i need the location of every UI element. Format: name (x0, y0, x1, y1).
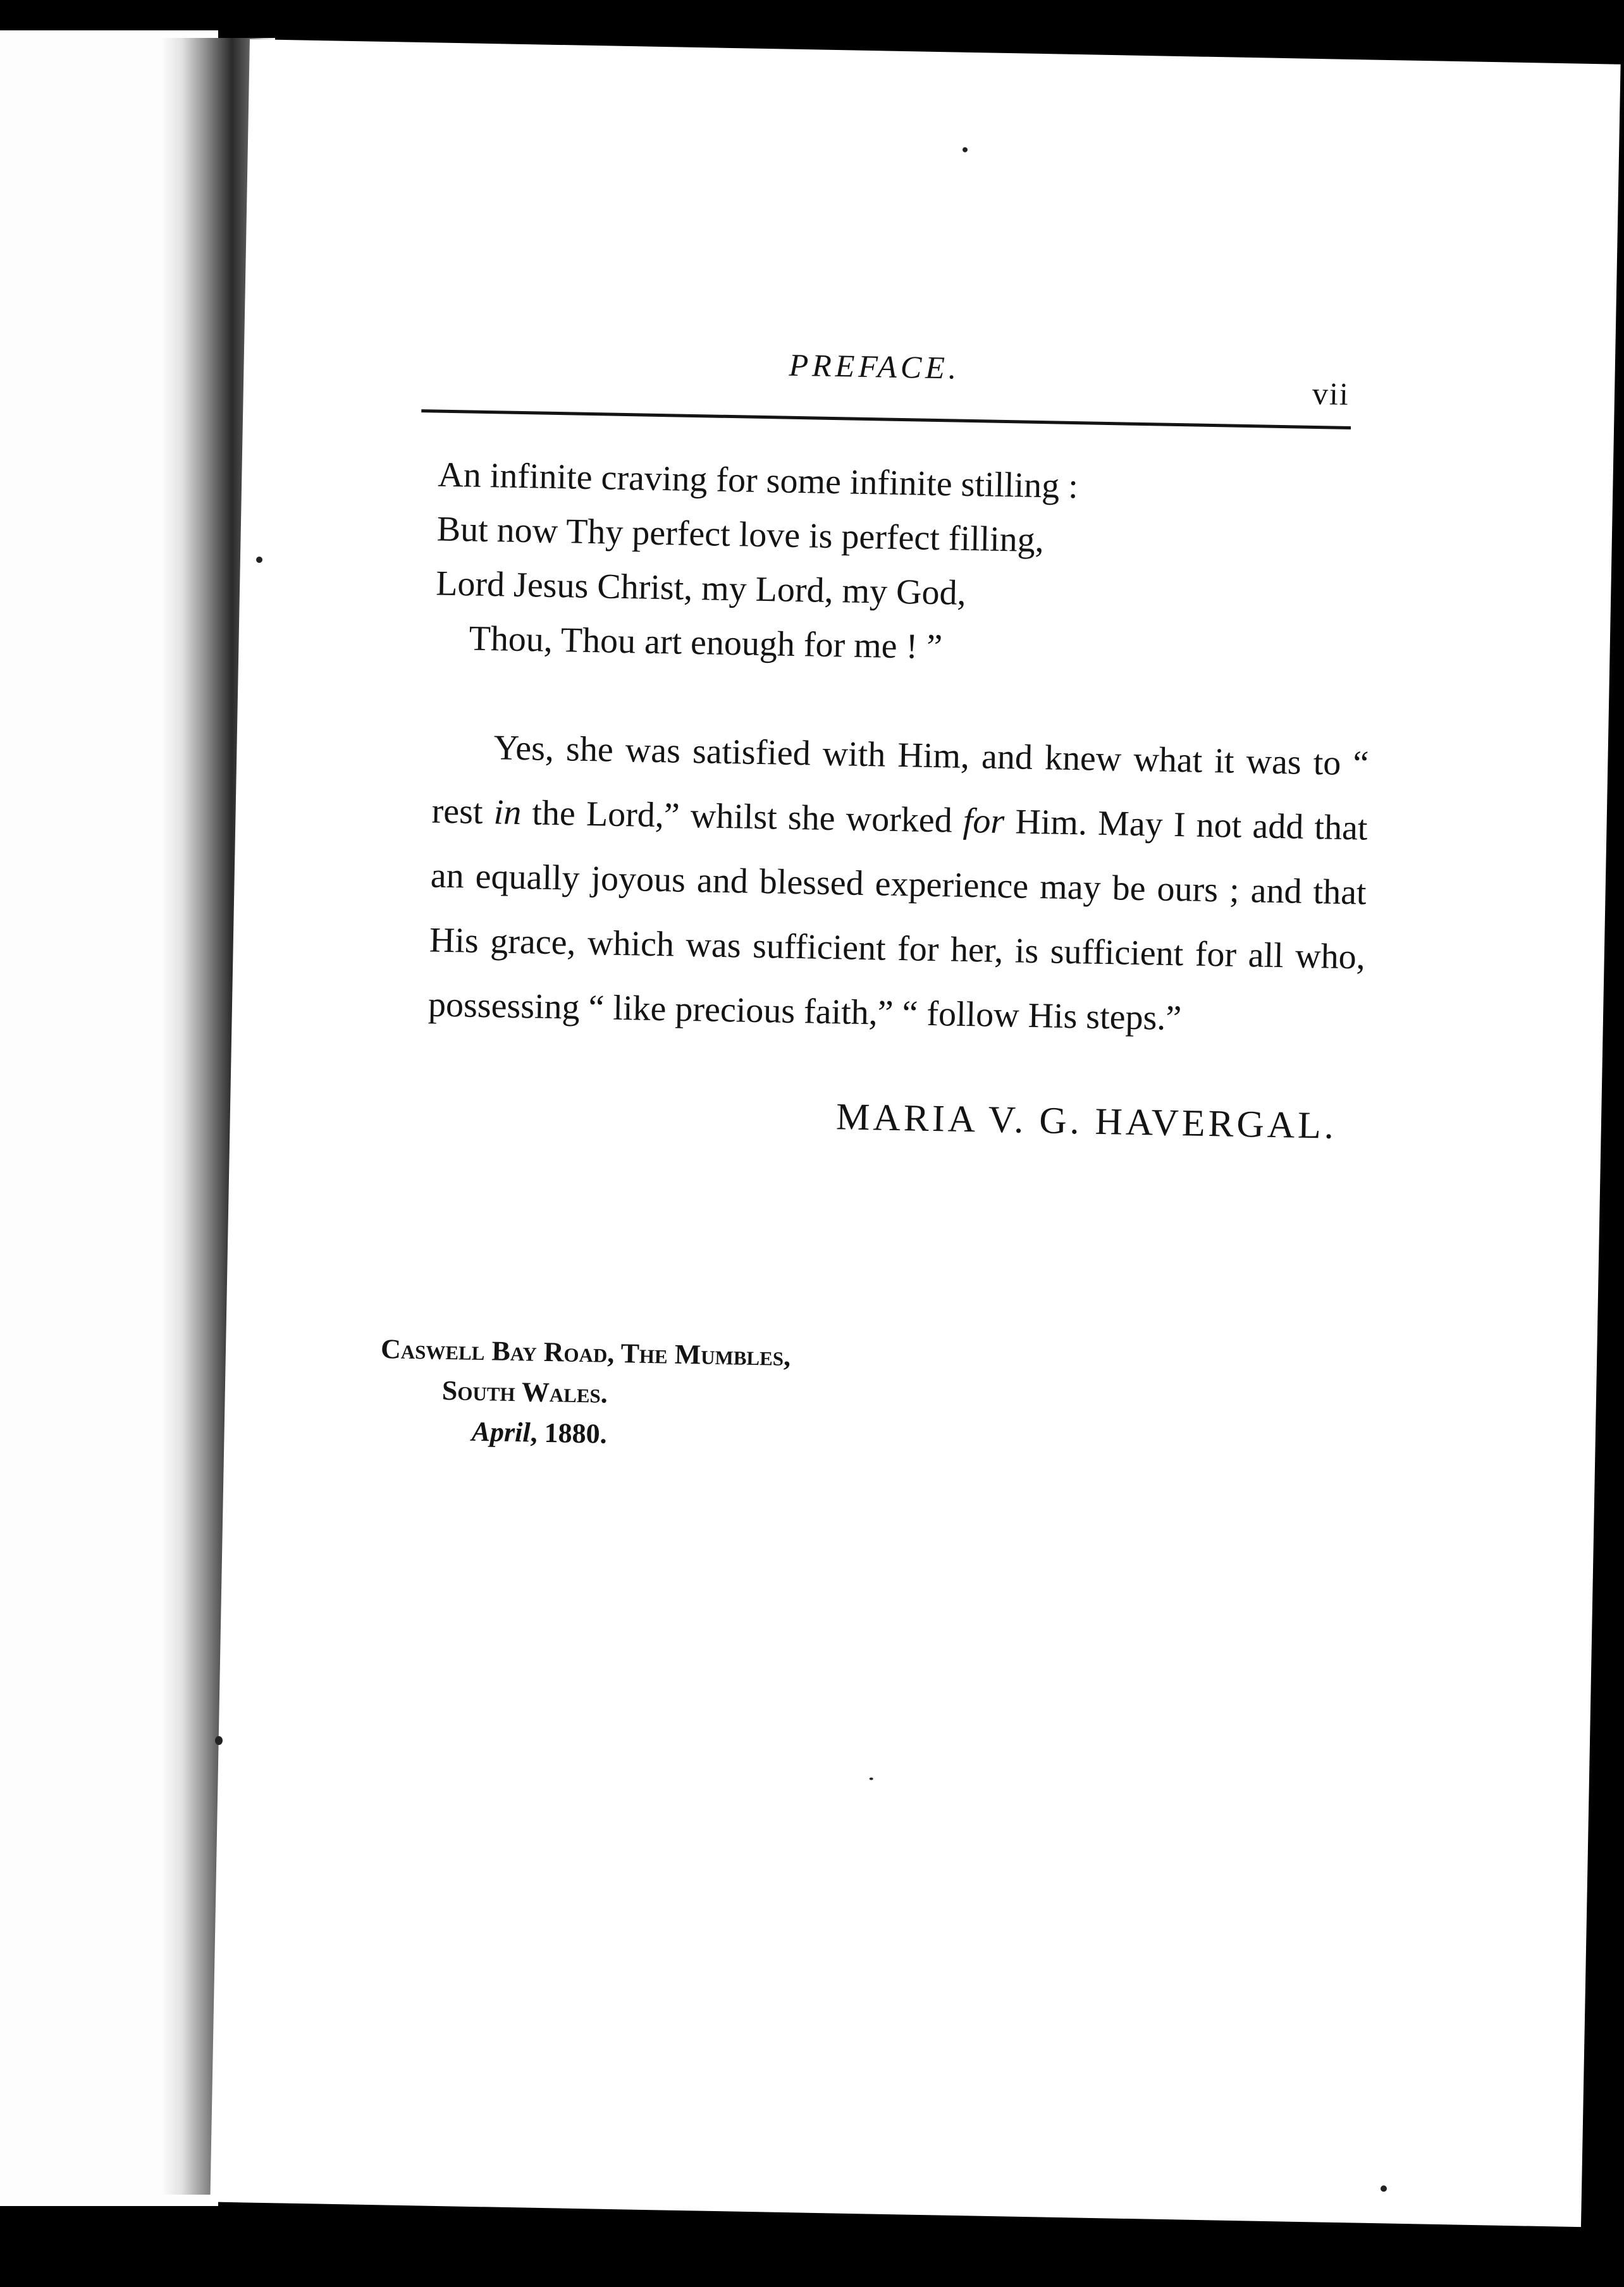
scan-speck (215, 1736, 223, 1745)
page-number: vii (1312, 375, 1350, 412)
address-block (379, 1329, 791, 1458)
verse (434, 448, 1374, 682)
prose-text: Him. May I not add that an equally joyous and blessed experience may be ours ; and that His grace, which was sufficient for her, is sufficient for all who, possessing “ like precious faith,” “ follow His steps.” (428, 802, 1369, 1039)
verse-line: But now Thy perfect love is perfect filling, (436, 509, 1045, 560)
date-year: , 1880. (530, 1417, 608, 1450)
scan-speck (870, 1777, 873, 1780)
scan-speck (256, 557, 262, 563)
book-page (210, 39, 1620, 2227)
text-block (426, 448, 1374, 1149)
address-line: South Wales. (441, 1374, 608, 1409)
prose-emphasis: for (963, 801, 1005, 842)
running-title: PREFACE. (789, 347, 961, 386)
signature: MARIA V. G. HAVERGAL. (835, 1095, 1338, 1147)
verse-line: An infinite craving for some infinite stilling : (437, 455, 1079, 507)
verse-line: Thou, Thou art enough for me ! ” (469, 619, 943, 667)
scan-speck (1381, 2185, 1387, 2191)
date-line (379, 1410, 789, 1458)
prose-text: the Lord,” whilst she worked (520, 793, 964, 841)
date-month: April (471, 1415, 531, 1448)
prose-emphasis: in (493, 792, 522, 833)
address-line: Caswell Bay Road, The Mumbles, (380, 1333, 791, 1372)
verse-line: Lord Jesus Christ, my Lord, my God, (435, 564, 967, 613)
prose-text: Yes, she was satisfied with Him, and knew what it was to “ rest (431, 728, 1369, 832)
prose-paragraph (428, 715, 1369, 1054)
scan-speck (963, 147, 968, 152)
